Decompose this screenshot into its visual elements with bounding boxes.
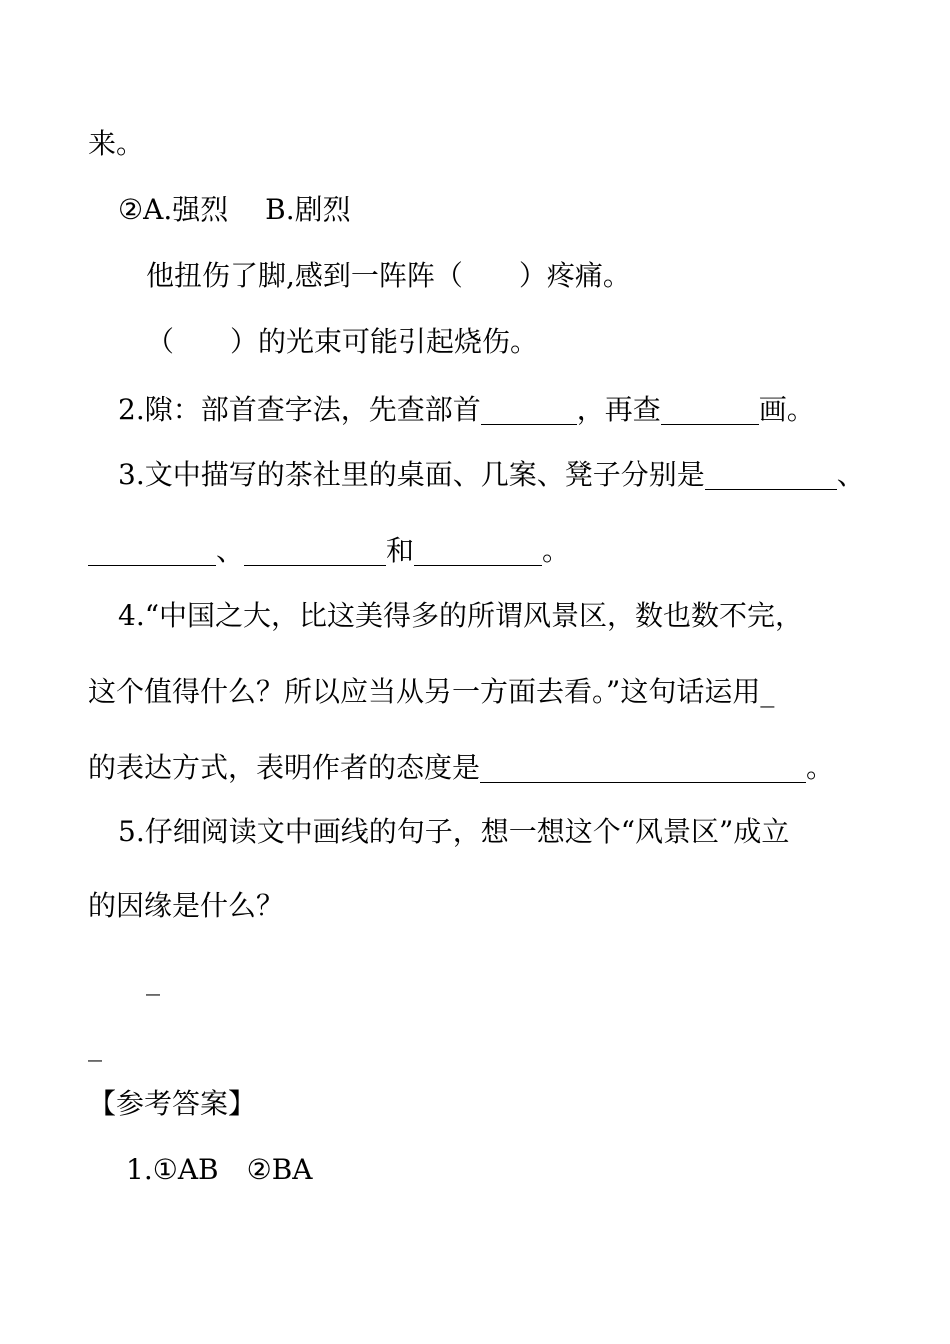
question-text: 画。 <box>758 393 815 426</box>
option-line-2 <box>118 190 351 230</box>
question-5-line-2 <box>88 886 284 926</box>
answer-text: 1.①AB ②BA <box>126 1153 313 1186</box>
answer-line-2[interactable] <box>88 1026 102 1066</box>
answer-blank[interactable] <box>480 752 806 783</box>
answer-dash: _ <box>146 963 160 996</box>
sentence-text: 他扭伤了脚,感到一阵阵（ <box>146 259 463 292</box>
answer-blank[interactable] <box>244 535 386 566</box>
question-text: 这个值得什么？所以应当从另一方面去看。”这句话运用_ <box>88 675 775 708</box>
sentence-text: ）疼痛。 <box>518 259 631 292</box>
sentence-line-2 <box>146 322 538 362</box>
answer-blank[interactable] <box>705 459 837 490</box>
question-text: 2.隙：部首查字法，先查部首 <box>118 393 481 426</box>
question-text: 4.“中国之大，比这美得多的所谓风景区，数也数不完， <box>118 599 804 632</box>
question-text: 、 <box>216 534 245 567</box>
question-2 <box>118 390 815 430</box>
answer-blank[interactable] <box>661 394 759 425</box>
question-4-line-1 <box>118 596 803 636</box>
answer-blank[interactable] <box>414 535 542 566</box>
question-4-line-3 <box>88 748 834 788</box>
answer-key-title <box>88 1084 256 1124</box>
question-4-line-2 <box>88 672 774 712</box>
question-text: 。 <box>806 751 835 784</box>
answer-dash: _ <box>88 1029 102 1062</box>
question-text: 的表达方式，表明作者的态度是 <box>88 751 481 784</box>
text-fragment: 来。 <box>88 127 145 160</box>
sentence-text: （ <box>146 325 175 358</box>
answer-key-line-1 <box>126 1150 313 1190</box>
option-text: ②A.强烈 B.剧烈 <box>118 193 351 226</box>
question-3-line-2 <box>88 531 570 571</box>
question-text: 。 <box>542 534 571 567</box>
question-5-line-1 <box>118 812 789 852</box>
sentence-line-1 <box>146 256 631 296</box>
sentence-text: ）的光束可能引起烧伤。 <box>230 325 539 358</box>
question-text: 3.文中描写的茶社里的桌面、几案、凳子分别是 <box>118 458 705 491</box>
question-text: 和 <box>386 534 415 567</box>
question-text: ，再查 <box>576 393 661 426</box>
answer-blank[interactable] <box>481 394 577 425</box>
question-3-line-1 <box>118 455 865 495</box>
answer-line-1[interactable] <box>146 960 160 1000</box>
question-text: 、 <box>836 458 865 491</box>
question-text: 的因缘是什么？ <box>88 889 285 922</box>
section-heading: 【参考答案】 <box>88 1087 257 1120</box>
text-line-1 <box>88 124 144 164</box>
question-text: 5.仔细阅读文中画线的句子，想一想这个“风景区”成立 <box>118 815 790 848</box>
answer-blank[interactable] <box>88 535 216 566</box>
